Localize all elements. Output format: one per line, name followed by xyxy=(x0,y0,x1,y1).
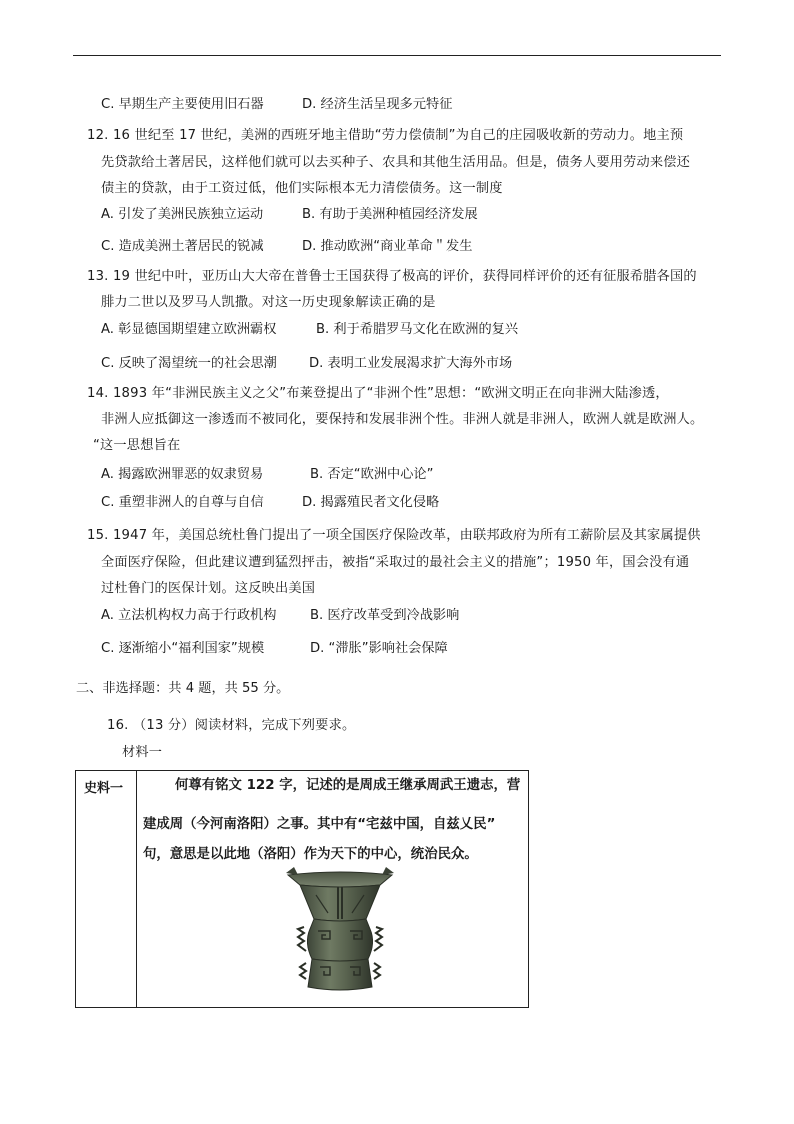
q14-option-c[interactable]: C. 重塑非洲人的自尊与自信 xyxy=(101,495,264,510)
material-text-line-3: 句，意思是以此地（洛阳）作为天下的中心，统治民众。 xyxy=(143,847,478,862)
q12-option-c[interactable]: C. 造成美洲土著居民的锐减 xyxy=(101,239,264,254)
q15-option-d[interactable]: D. “滞胀”影响社会保障 xyxy=(310,641,448,656)
q16-stem: 16. （13 分）阅读材料，完成下列要求。 xyxy=(107,718,356,733)
q15-option-b[interactable]: B. 医疗改革受到冷战影响 xyxy=(310,608,460,623)
section-2-title: 二、非选择题：共 4 题，共 55 分。 xyxy=(76,681,290,696)
material-text-line-2: 建成周（今河南洛阳）之事。其中有“宅兹中国，自兹乂民” xyxy=(143,817,496,832)
q15-stem-line-3: 过杜鲁门的医保计划。这反映出美国 xyxy=(101,581,316,596)
q12-stem-line-2: 先贷款给土著居民，这样他们就可以去买种子、农具和其他生活用品。但是，债务人要用劳动来偿还 xyxy=(101,155,691,170)
q14-option-b[interactable]: B. 否定“欧洲中心论” xyxy=(310,467,434,482)
material-text-line-1: 何尊有铭文 122 字，记述的是周成王继承周武王遗志，营 xyxy=(175,778,521,793)
material-1-heading: 材料一 xyxy=(122,745,163,760)
q15-option-c[interactable]: C. 逐渐缩小“福利国家”规模 xyxy=(101,641,265,656)
q14-stem-line-3: “这一思想旨在 xyxy=(93,438,181,453)
q15-stem-line-2: 全面医疗保险，但此建议遭到猛烈抨击，被指“采取过的最社会主义的措施”；1950 年，国会没有通 xyxy=(101,555,690,570)
q13-option-a[interactable]: A. 彰显德国期望建立欧洲霸权 xyxy=(101,322,277,337)
q13-stem-line-2: 腓力二世以及罗马人凯撒。对这一历史现象解读正确的是 xyxy=(101,295,436,310)
q12-stem-line-1: 12. 16 世纪至 17 世纪，美洲的西班牙地主借助“劳力偿债制”为自己的庄园吸收新的劳动力。地主预 xyxy=(87,128,684,143)
material-table xyxy=(75,770,529,1008)
q13-option-d[interactable]: D. 表明工业发展渴求扩大海外市场 xyxy=(309,356,513,371)
he-zun-bronze-vessel-image xyxy=(284,867,396,995)
table-column-divider xyxy=(136,771,137,1007)
q12-option-b[interactable]: B. 有助于美洲种植园经济发展 xyxy=(302,207,478,222)
q11-option-d[interactable]: D. 经济生活呈现多元特征 xyxy=(302,97,453,112)
q13-option-c[interactable]: C. 反映了渴望统一的社会思潮 xyxy=(101,356,277,371)
q13-stem-line-1: 13. 19 世纪中叶，亚历山大大帝在普鲁士王国获得了极高的评价，获得同样评价的还有征服希腊各国的 xyxy=(87,269,697,284)
q13-option-b[interactable]: B. 利于希腊罗马文化在欧洲的复兴 xyxy=(316,322,519,337)
q14-option-d[interactable]: D. 揭露殖民者文化侵略 xyxy=(302,495,440,510)
q14-stem-line-1: 14. 1893 年“非洲民族主义之父”布莱登提出了“非洲个性”思想：“欧洲文明正在向非洲大陆渗透， xyxy=(87,386,669,401)
header-rule xyxy=(73,55,721,56)
q11-option-c[interactable]: C. 早期生产主要使用旧石器 xyxy=(101,97,264,112)
q14-option-a[interactable]: A. 揭露欧洲罪恶的奴隶贸易 xyxy=(101,467,264,482)
q14-stem-line-2: 非洲人应抵御这一渗透而不被同化，要保持和发展非洲个性。非洲人就是非洲人，欧洲人就是欧洲人。 xyxy=(101,412,704,427)
table-row-label: 史料一 xyxy=(84,781,124,796)
q15-option-a[interactable]: A. 立法机构权力高于行政机构 xyxy=(101,608,277,623)
q12-stem-line-3: 债主的贷款，由于工资过低，他们实际根本无力清偿债务。这一制度 xyxy=(101,181,503,196)
q15-stem-line-1: 15. 1947 年，美国总统杜鲁门提出了一项全国医疗保险改革，由联邦政府为所有工薪阶层及其家属提供 xyxy=(87,528,701,543)
q12-option-a[interactable]: A. 引发了美洲民族独立运动 xyxy=(101,207,264,222)
q12-option-d[interactable]: D. 推动欧洲“商业革命＂发生 xyxy=(302,239,473,254)
